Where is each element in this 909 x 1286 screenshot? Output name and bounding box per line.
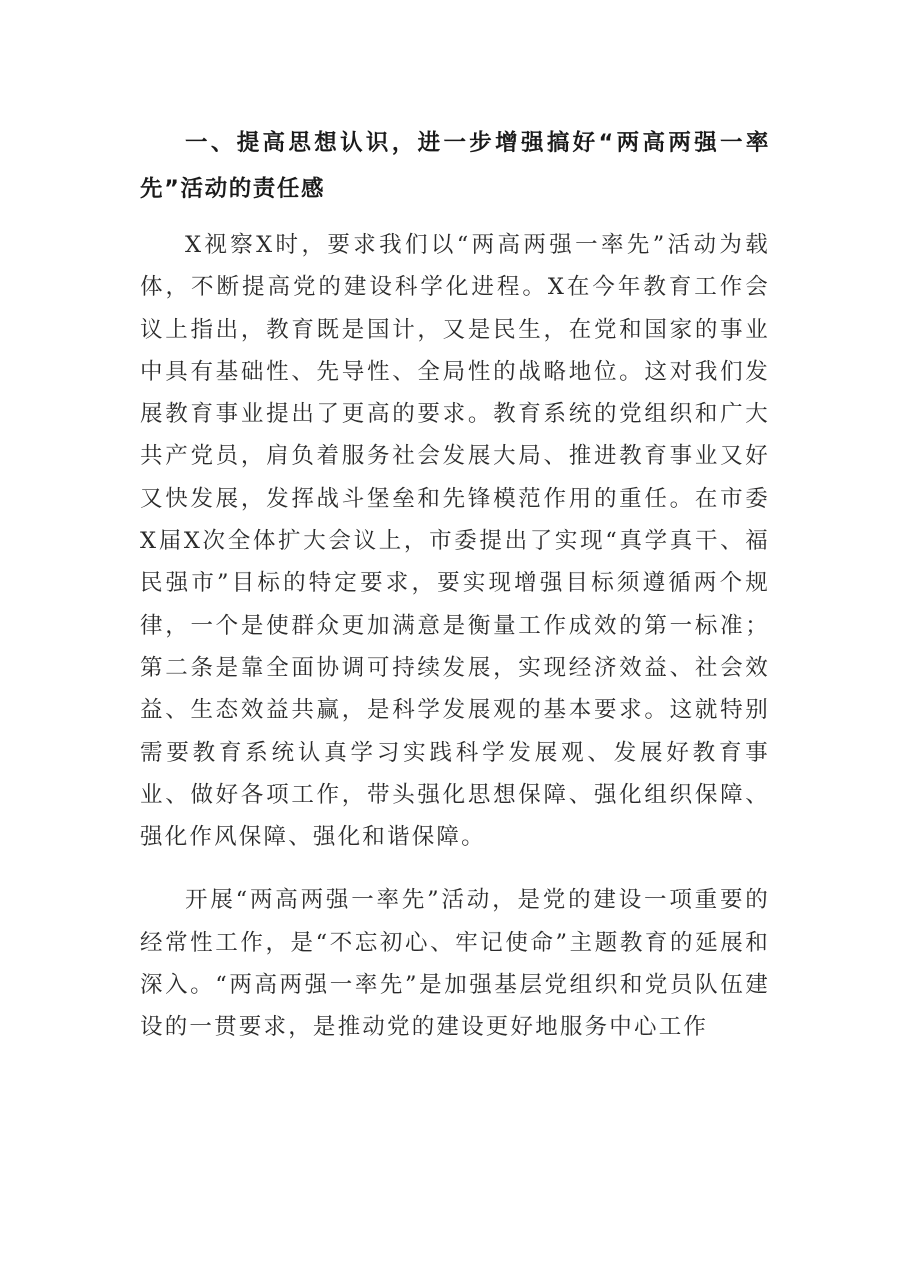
body-paragraph: 开展“两高两强一率先”活动，是党的建设一项重要的经常性工作，是“不忘初心、牢记使命”主题教育的延展和深入。“两高两强一率先”是加强基层党组织和党员队伍建设的一贯要求，是推动党的建设更好地服务中心工作 [140,887,770,1041]
body-paragraph: X视察X时，要求我们以“两高两强一率先”活动为载体，不断提高党的建设科学化进程。X在今年教育工作会议上指出，教育既是国计，又是民生，在党和国家的事业中具有基础性、先导性、全局性的战略地位。这对我们发展教育事业提出了更高的要求。教育系统的党组织和广大共产党员，肩负着服务社会发展大局、推进教育事业又好又快发展，发挥战斗堡垒和先锋模范作用的重任。在市委X届X次全体扩大会议上，市委提出了实现“真学真干、福民强市”目标的特定要求，要实现增强目标须遵循两个规律，一个是使群众更加满意是衡量工作成效的第一标准；第二条是靠全面协调可持续发展，实现经济效益、社会效益、生态效益共赢，是科学发展观的基本要求。这就特别需要教育系统认真学习实践科学发展观、发展好教育事业、做好各项工作，带头强化思想保障、强化组织保障、强化作风保障、强化和谐保障。 [140,232,770,851]
document-body [140,120,770,1049]
section-heading: 一、提高思想认识，进一步增强搞好“两高两强一率先”活动的责任感 [140,130,770,202]
